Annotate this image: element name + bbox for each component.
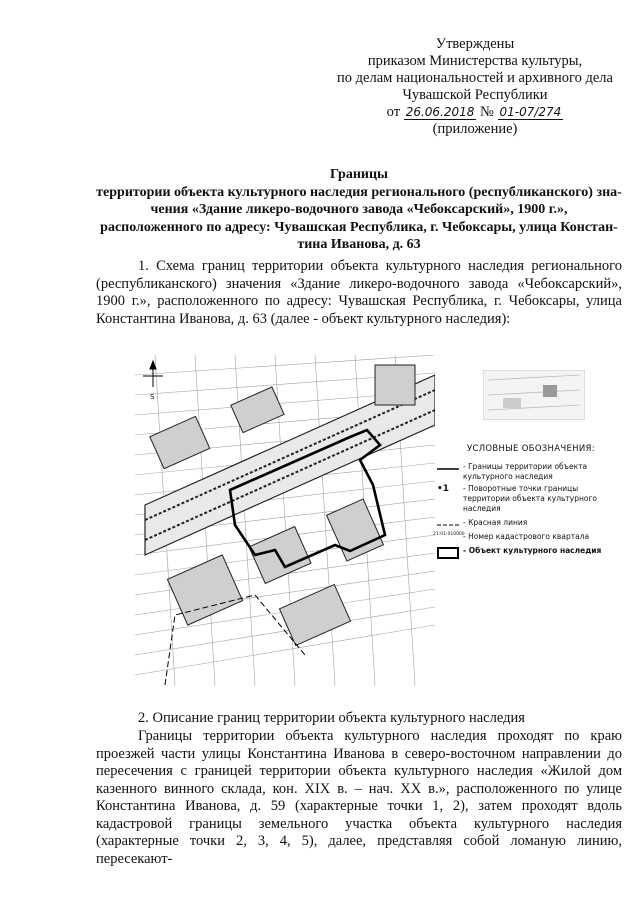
- legend-item-label: - Номер кадастрового квартала: [463, 532, 590, 541]
- section-2-text: Границы территории объекта культурного наследия проходят по краю проезжей части улицы Константина Иванова в северо-восточном направлении до пересечения с границей территории объекта культурного наследия «Жилой дом казенного винного склада, кон. XIX в. – нач. XX в.», расположенного по улице Константина Иванова, д. 59 (характерные точки 1, 2), затем проходят вдоль кадастровой границы земельного участка объекта культурного наследия (характерные точки 2, 3, 4, 5), далее, представляя собой ломаную линию, пересекают-: [96, 728, 622, 867]
- section-2-paragraph: [96, 728, 622, 868]
- legend-title: УСЛОВНЫЕ ОБОЗНАЧЕНИЯ:: [467, 444, 595, 454]
- section-1-paragraph: [96, 258, 622, 328]
- title-line-3: чения «Здание ликеро-водочного завода «Чебоксарский», 1900 г.»,: [150, 202, 568, 217]
- number-prefix: №: [480, 104, 494, 120]
- title-line-1: Границы: [330, 167, 388, 182]
- approval-stamp: [330, 36, 620, 138]
- svg-text:S: S: [150, 393, 155, 401]
- turn-point-icon: •1: [437, 484, 450, 494]
- heritage-object-icon: [437, 546, 459, 560]
- legend-item-heritage-object: [435, 546, 625, 570]
- approval-number: 01-07/274: [499, 105, 562, 119]
- title-line-4: расположенного по адресу: Чувашская Республика, г. Чебоксары, улица Констан-: [100, 219, 618, 235]
- approval-line-2: приказом Министерства культуры,: [367, 53, 583, 69]
- section-2-heading-text: 2. Описание границ территории объекта культурного наследия: [138, 710, 525, 726]
- boundary-line-icon: [437, 462, 459, 476]
- legend-item-boundary: [435, 462, 625, 486]
- date-prefix: от: [386, 104, 401, 120]
- legend-item-label: - Объект культурного наследия: [463, 546, 602, 555]
- cadastral-quarter-icon: 21:01:010000: [433, 532, 465, 537]
- boundary-scheme-map: [135, 355, 435, 685]
- location-inset-map: [483, 370, 585, 420]
- approval-date: 26.06.2018: [405, 105, 475, 119]
- title-line-2: территории объекта культурного наследия регионального (республиканского) зна-: [96, 184, 622, 200]
- approval-line-3: по делам национальностей и архивного дела: [337, 70, 613, 86]
- approval-line-6: (приложение): [432, 121, 518, 137]
- legend-item-label: - Красная линия: [463, 518, 528, 527]
- legend-item-label: - Поворотные точки границы территории объекта культурного наследия: [463, 484, 598, 513]
- map-svg: [135, 355, 435, 685]
- legend-item-turn-points: [435, 484, 625, 513]
- title-line-5: тина Иванова, д. 63: [297, 237, 421, 252]
- approval-date-line: [330, 104, 620, 121]
- section-2-heading: [96, 710, 622, 728]
- legend-item-label: - Границы территории объекта культурного наследия: [463, 462, 588, 481]
- document-title: [96, 166, 622, 254]
- red-line-icon: [437, 518, 459, 532]
- map-legend: [435, 370, 625, 580]
- approval-line-4: Чувашской Республики: [402, 87, 548, 103]
- approval-line-1: Утверждены: [435, 36, 515, 52]
- section-1-text: 1. Схема границ территории объекта культурного наследия регионального (республиканского) значения «Здание ликеро-водочного завода «Чебоксарский», 1900 г.», расположенного по адресу: Чувашская Республика, г. Чебоксары, улица Константина Иванова, д. 63 (далее - объект культурного наследия):: [96, 258, 622, 327]
